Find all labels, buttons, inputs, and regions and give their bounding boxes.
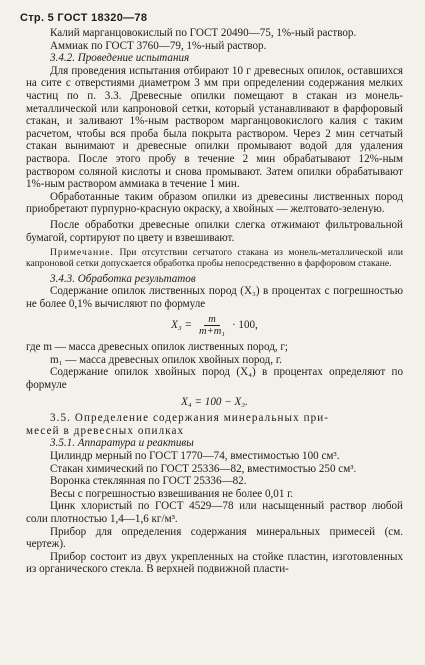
equipment-line: Весы с погрешностью взвешивания не более 0,01 г. bbox=[50, 487, 294, 500]
section-3-4-3-title: 3.4.3. Обработка результатов bbox=[50, 272, 196, 285]
paragraph: Содержание опилок хвойных пород (X₄) в процентах определяют по формуле bbox=[26, 366, 403, 392]
document-body bbox=[26, 27, 403, 576]
where-line: m₁ — масса древесных опилок хвойных пород, г. bbox=[50, 353, 282, 366]
section-3-5-title: 3.5. Определение содержания минеральных при- bbox=[50, 412, 330, 425]
paragraph: Для проведения испытания отбирают 10 г древесных опилок, оставшихся на сите с отверстиями диаметром 3 мм при определении содержания мелких частиц по п. 3.3. Древесные опилки помещают в стакан из монель-металлической или капроновой сетки, который устанавливают в фарфоровый стакан, и заливают 1%-ным раствором марганцовокислого калия с таким расчетом, чтобы вся проба была покрыта раствором. Через 2 мин сетчатый стакан вынимают и древесные опилки промывают водой для удаления раствора. После этого пробу в течение 2 мин обрабатывают 12%-ным раствором соляной кислоты и снова промывают. Затем опилки обрабатывают 1%-ным раствором аммиака в течение 1 мин. bbox=[26, 64, 403, 191]
equipment-line: Воронка стеклянная по ГОСТ 25336—82. bbox=[50, 475, 247, 488]
paragraph: Содержание опилок лиственных пород (X₃) в процентах с погрешностью не более 0,1% вычисляют по формуле bbox=[26, 285, 403, 310]
note-text: При отсутствии сетчатого стакана из монель-металлической или капроновой сетки допускается обработка пробы непосредственно в фарфоровом стакане. bbox=[26, 247, 403, 270]
section-3-4-2-title: 3.4.2. Проведение испытания bbox=[50, 52, 190, 65]
formula-x4: X₄ = 100 − X₃. bbox=[181, 395, 248, 408]
paragraph: После обработки древесные опилки слегка отжимают фильтровальной бумагой, сортируют по цвету и взвешивают. bbox=[26, 218, 403, 244]
reagent-line: Аммиак по ГОСТ 3760—79, 1%-ный раствор. bbox=[50, 39, 267, 52]
formula-rhs: · 100, bbox=[231, 319, 258, 332]
formula-fraction bbox=[195, 314, 229, 337]
paragraph: Прибор состоит из двух укрепленных на стойке пластин, изготовленных из органического стекла. В верхней подвижной пласти- bbox=[26, 550, 403, 576]
note-label: Примечание. bbox=[50, 247, 114, 259]
formula-numerator: m bbox=[204, 314, 220, 326]
formula-lhs: X₃ = bbox=[171, 319, 193, 332]
equipment-line: Цилиндр мерный по ГОСТ 1770—74, вместимостью 100 см³. bbox=[50, 450, 340, 463]
page-header: Стр. 5 ГОСТ 18320—78 bbox=[20, 12, 148, 24]
paragraph: Цинк хлористый по ГОСТ 4529—78 или насыщенный раствор любой соли плотностью 1,4—1,6 кг/м³. bbox=[26, 500, 403, 525]
section-3-5-title-cont: месей в древесных опилках bbox=[26, 424, 185, 437]
paragraph: Прибор для определения содержания минеральных примесей (см. чертеж). bbox=[26, 525, 403, 551]
section-3-5-1-title: 3.5.1. Аппаратура и реактивы bbox=[50, 437, 194, 450]
equipment-line: Стакан химический по ГОСТ 25336—82, вместимостью 250 см³. bbox=[50, 462, 357, 475]
where-line: где m — масса древесных опилок лиственных пород, г; bbox=[26, 341, 289, 354]
formula-x3 bbox=[26, 314, 403, 337]
note bbox=[26, 247, 403, 269]
formula-denominator: m+m₁ bbox=[199, 326, 225, 338]
reagent-line: Калий марганцовокислый по ГОСТ 20490—75, 1%-ный раствор. bbox=[50, 27, 357, 39]
paragraph: Обработанные таким образом опилки из древесины лиственных пород приобретают пурпурно-красную окраску, а хвойных — желтовато-зеленую. bbox=[26, 190, 403, 216]
